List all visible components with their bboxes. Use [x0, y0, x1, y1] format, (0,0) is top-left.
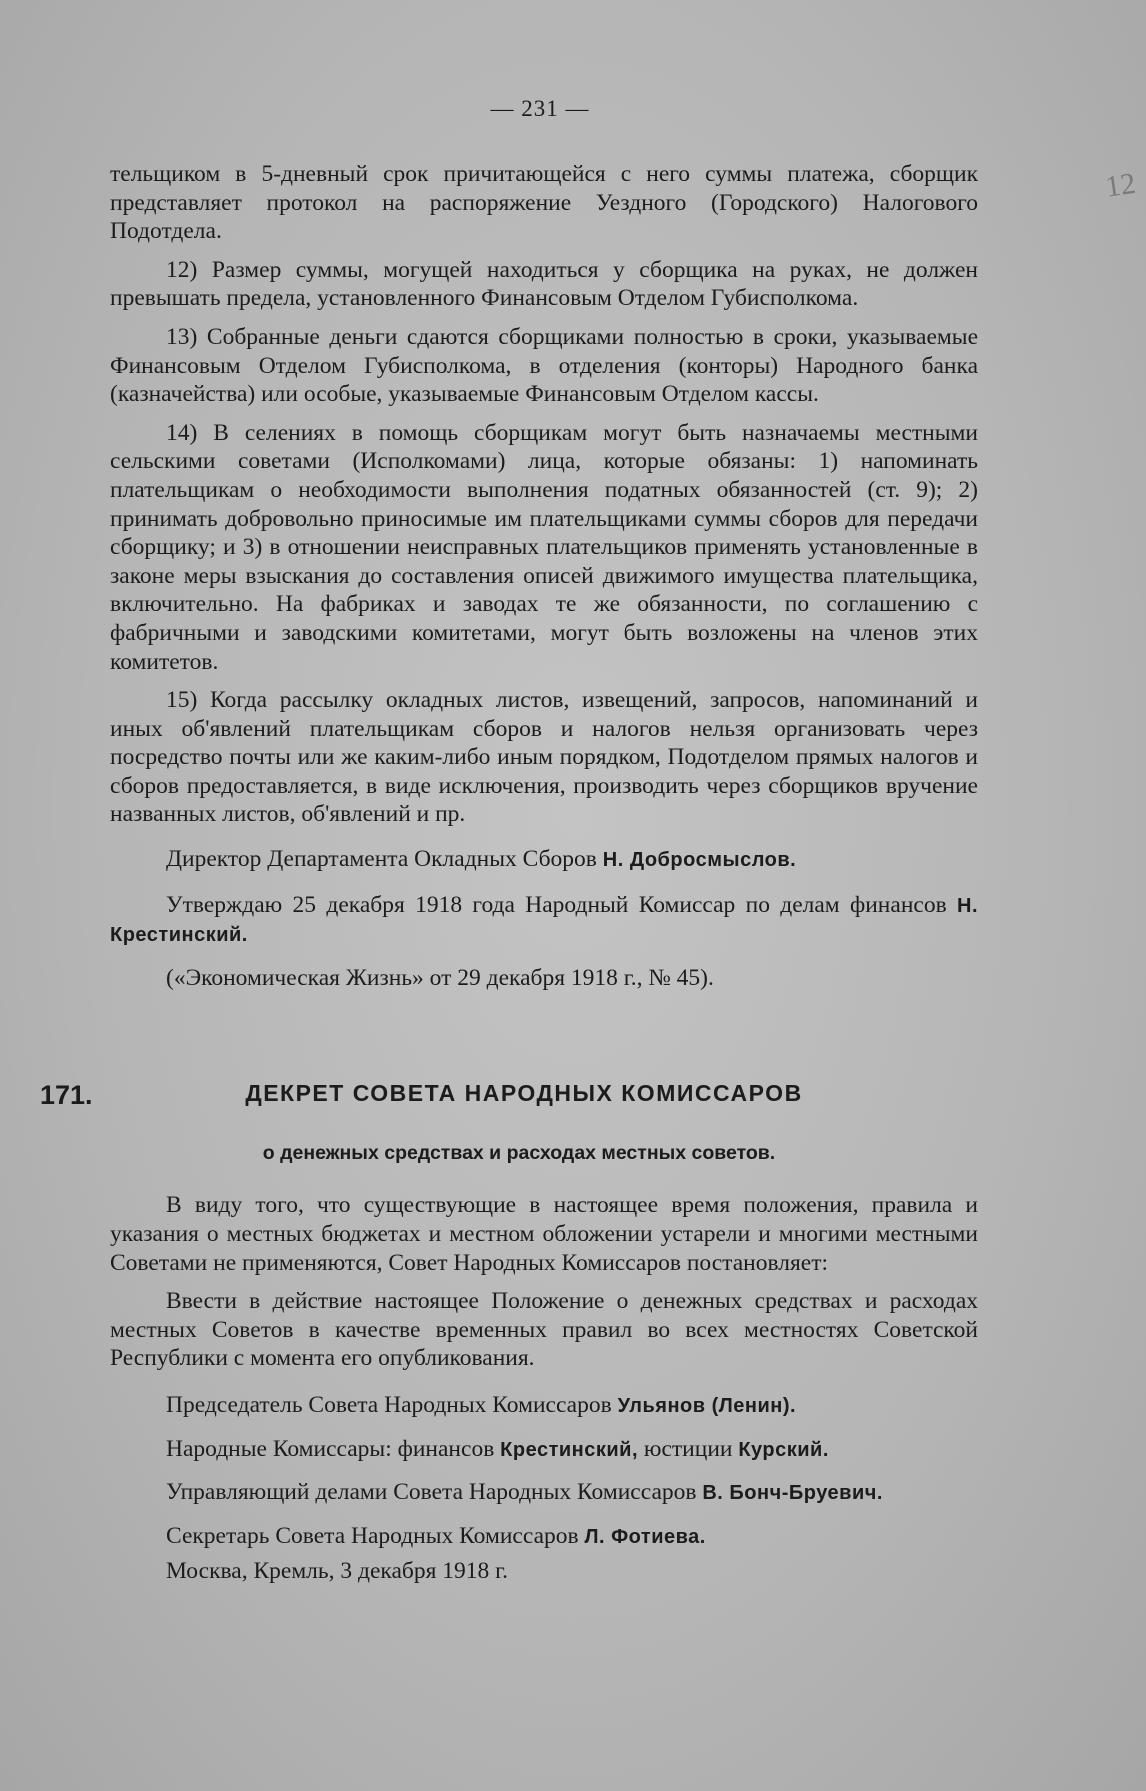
- decree-paragraph-1: В виду того, что существующие в настоящее время положения, правила и указания о местных бюджетах и местном обложении устарели и многими местными Советами не применяются, Совет Народных Комиссаров постановляет:: [110, 1192, 978, 1276]
- signature-secretary: [110, 1522, 978, 1552]
- signature-manager: [110, 1478, 978, 1508]
- signature-secretary-name: Л. Фотиева.: [584, 1525, 706, 1548]
- signature-secretary-title: Секретарь Совета Народных Комиссаров: [166, 1522, 585, 1549]
- place-date: Москва, Кремль, 3 декабря 1918 г.: [166, 1558, 509, 1585]
- signature-chairman: [110, 1391, 978, 1421]
- signature-commissars-title: Народные Комиссары: финансов: [166, 1435, 501, 1462]
- signature-chairman-title: Председатель Совета Народных Комиссаров: [166, 1392, 618, 1418]
- decree-title: ДЕКРЕТ СОВЕТА НАРОДНЫХ КОМИССАРОВ: [245, 1080, 803, 1107]
- paragraph-12: 12) Размер суммы, могущей находиться у сборщика на руках, не должен превышать предела, установленного Финансовым Отделом Губисполкома.: [110, 256, 978, 312]
- signature-chairman-name: Ульянов (Ленин).: [617, 1395, 797, 1417]
- approval-name: Н. Крестинский.: [110, 894, 978, 947]
- signature-commissars: [110, 1435, 978, 1465]
- signature-commissars-justice-label: юстиции: [638, 1435, 739, 1462]
- signature-manager-title: Управляющий делами Совета Народных Комиссаров: [166, 1479, 703, 1506]
- margin-mark: 12: [1103, 166, 1138, 204]
- director-signature: [110, 845, 978, 875]
- decree-paragraph-2: Ввести в действие настоящее Положение о денежных средствах и расходах местных Советов в качестве временных правил во всех местностях Советской Республики с момента его опубликования.: [110, 1288, 978, 1372]
- decree-subtitle: о денежных средствах и расходах местных советов.: [262, 1142, 776, 1165]
- page-number: — 231 —: [490, 96, 590, 121]
- paragraph-13: 13) Собранные деньги сдаются сборщиками полностью в сроки, указываемые Финансовым Отделом Губисполкома, в отделения (конторы) Народного банка (казначейства) или особые, указываемые Финансовым Отделом кассы.: [110, 323, 978, 408]
- director-name: Н. Добросмыслов.: [602, 849, 797, 872]
- approval-text: Утверждаю 25 декабря 1918 года Народный Комиссар по делам финансов: [166, 891, 957, 918]
- signature-commissar-justice-name: Курский.: [738, 1438, 829, 1461]
- approval-line: [110, 891, 978, 950]
- decree-body: [110, 1191, 978, 1586]
- signature-commissar-finance-name: Крестинский,: [500, 1438, 639, 1461]
- paragraph-continuation: тельщиком в 5-дневный срок причитающейся с него суммы платежа, сборщик представляет протокол на распоряжение Уездного (Городского) Налогового Подотдела.: [110, 161, 978, 245]
- director-title: Директор Департамента Окладных Сборов: [166, 846, 603, 873]
- source-citation: («Экономическая Жизнь» от 29 декабря 1918 г., № 45).: [166, 964, 714, 991]
- signature-manager-name: В. Бонч-Бруевич.: [702, 1482, 883, 1505]
- decree-heading: [40, 1080, 978, 1120]
- paragraph-14: 14) В селениях в помощь сборщикам могут быть назначаемы местными сельскими советами (Исполкомами) лица, которые обязаны: 1) напоминать плательщикам о необходимости выполнения податных обязанностей (ст. 9); 2) принимать добровольно приносимые им плательщиками суммы сборов для передачи сборщику; и 3) в отношении неисправных плательщиков применять установленные в законе меры взыскания до составления описей движимого имущества плательщика, включительно. На фабриках и заводах те же обязанности, по соглашению с фабричными и заводскими комитетами, могут быть возложены на членов этих комитетов.: [110, 419, 978, 675]
- paragraph-15: 15) Когда рассылку окладных листов, извещений, запросов, напоминаний и иных об'явлений плательщикам сборов и налогов нельзя организовать через посредство почты или же каким-либо иным порядком, Подотделом прямых налогов и сборов предоставляется, в виде исключения, производить через сборщиков вручение названных листов, об'явлений и пр.: [110, 687, 978, 828]
- decree-number: 171.: [40, 1080, 93, 1111]
- page-content: [40, 160, 978, 1586]
